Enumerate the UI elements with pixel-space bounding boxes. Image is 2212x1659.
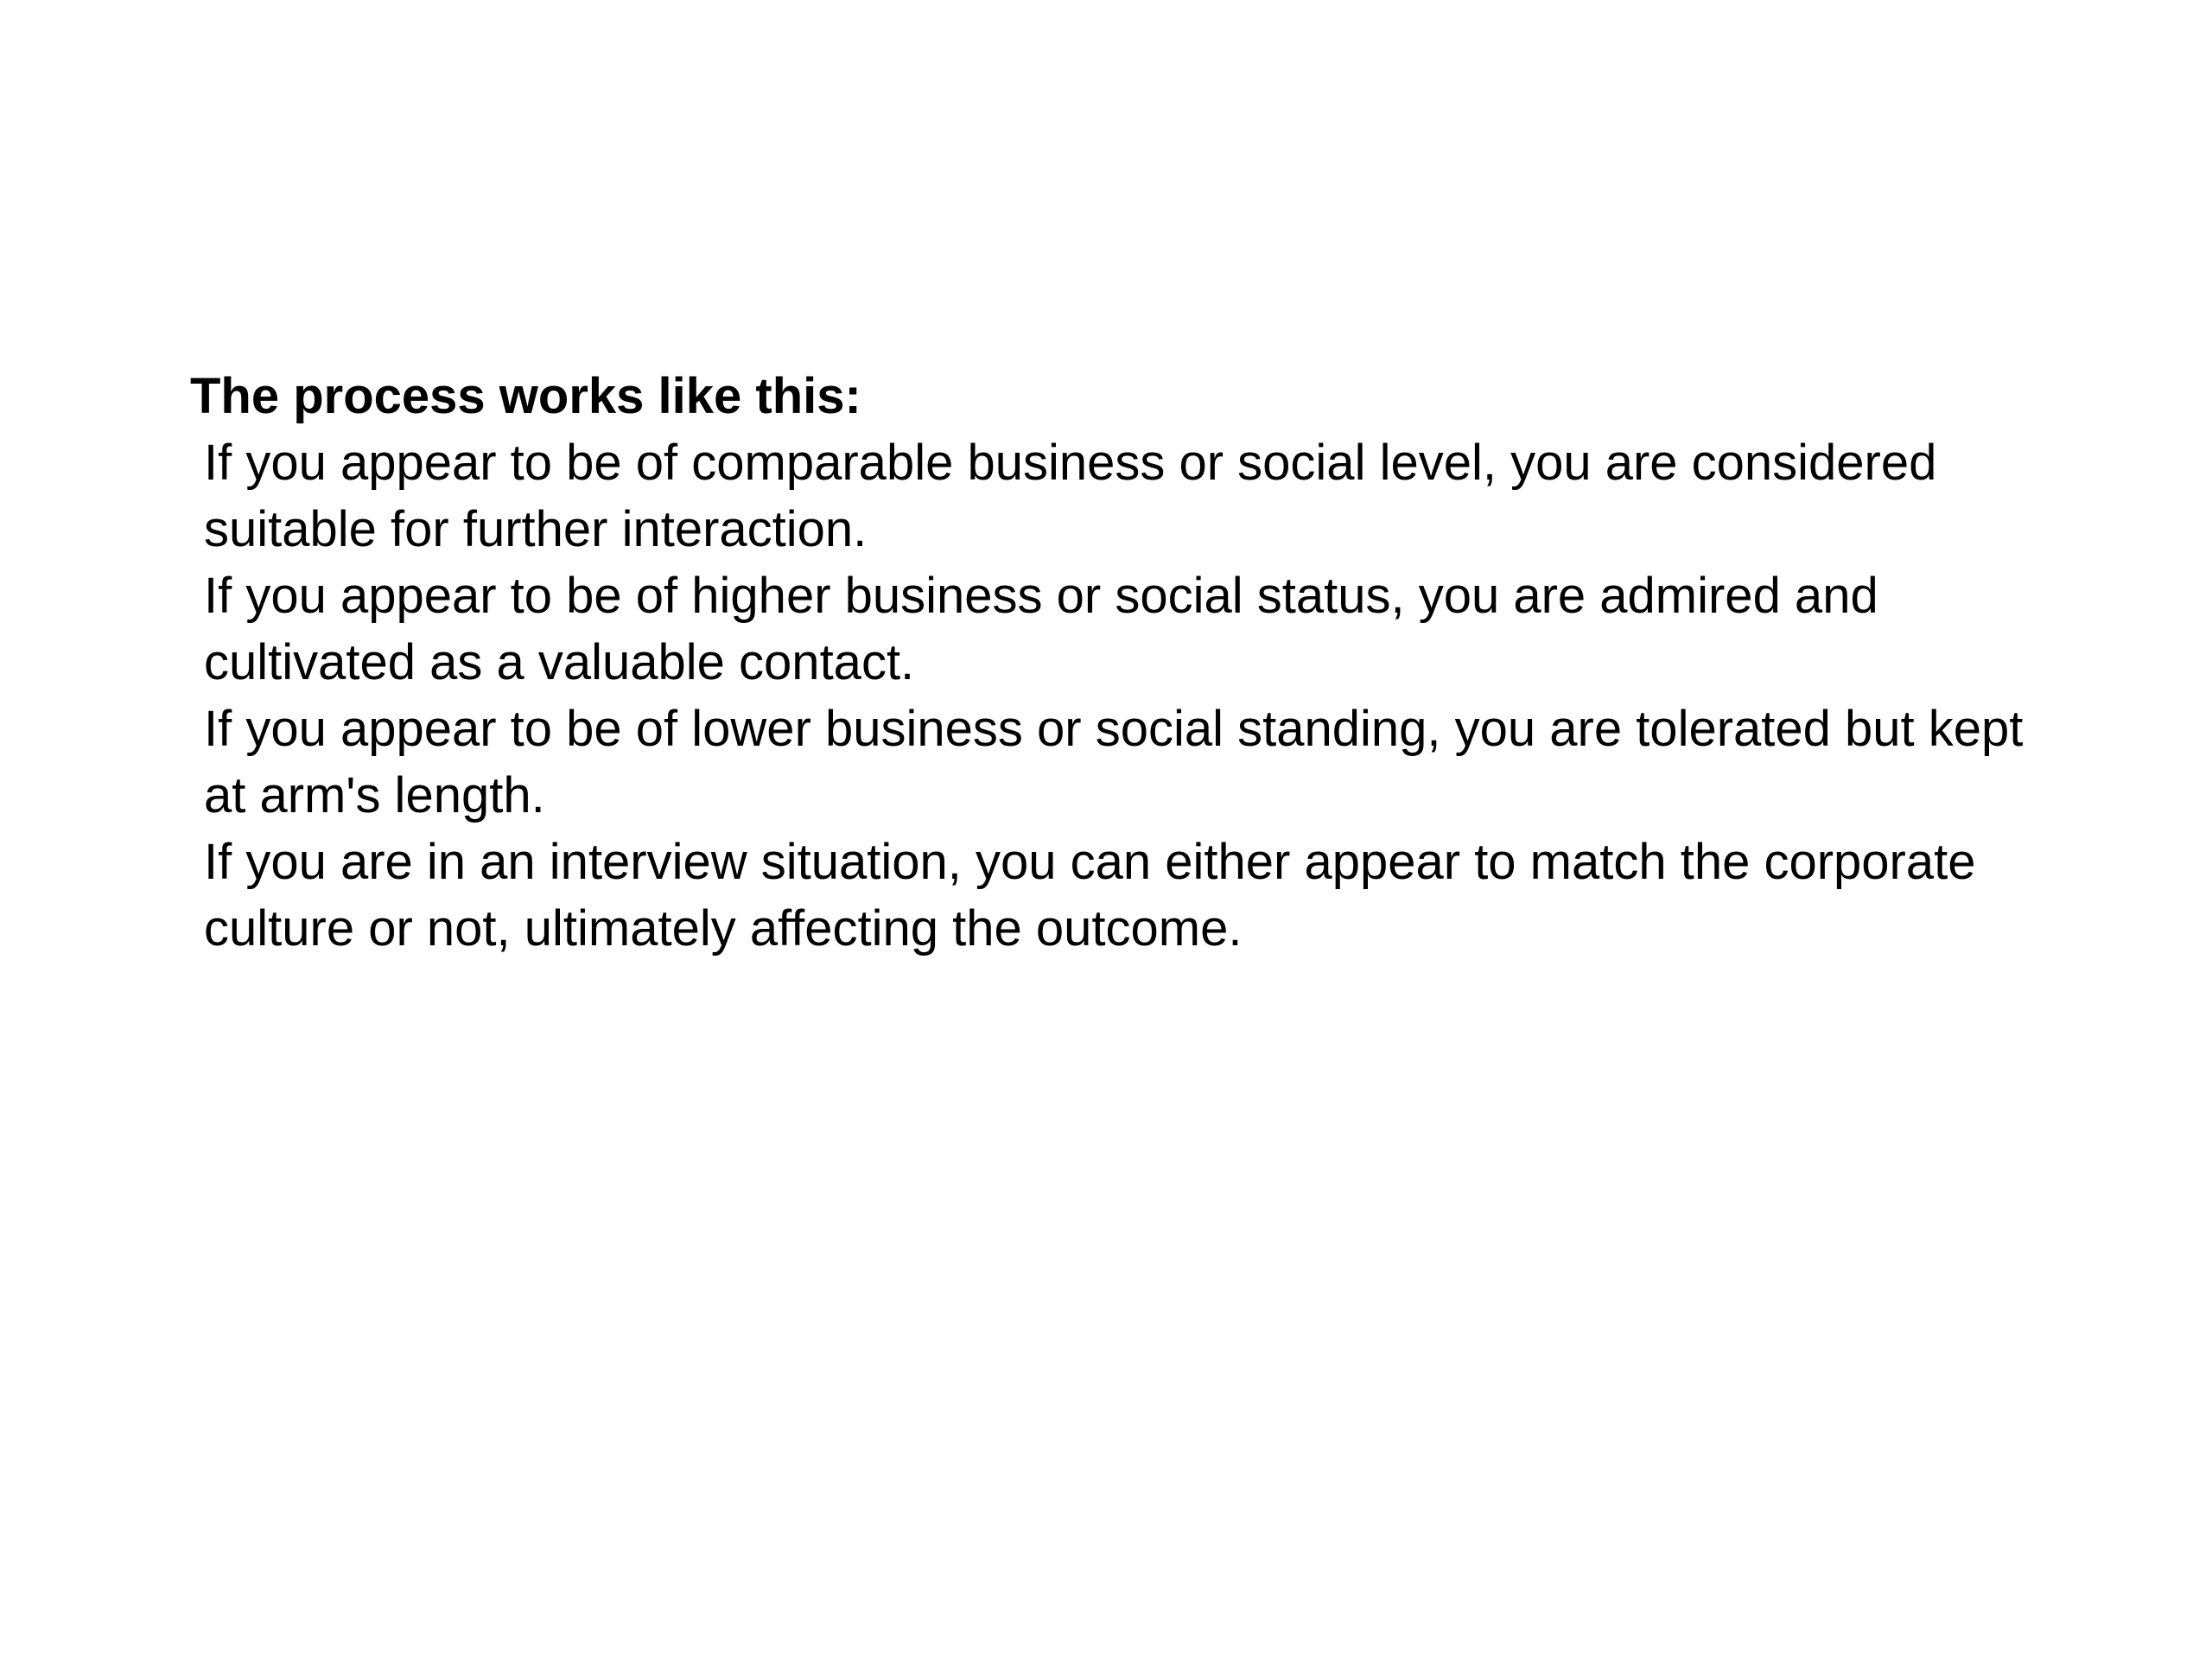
paragraph-lower-standing: If you appear to be of lower business or social standing, you are tolerated but kept at arm's length. xyxy=(204,701,2024,823)
paragraph-comparable-level: If you appear to be of comparable business or social level, you are considered suitable for further interaction. xyxy=(204,435,1937,557)
heading: The process works like this: xyxy=(190,368,861,424)
paragraph-higher-status: If you appear to be of higher business or social status, you are admired and cultivated as a valuable contact. xyxy=(204,568,1878,690)
paragraph-interview-situation: If you are in an interview situation, you can either appear to match the corporate culture or not, ultimately affecting the outcome. xyxy=(204,834,1976,957)
text-block xyxy=(190,363,2039,962)
